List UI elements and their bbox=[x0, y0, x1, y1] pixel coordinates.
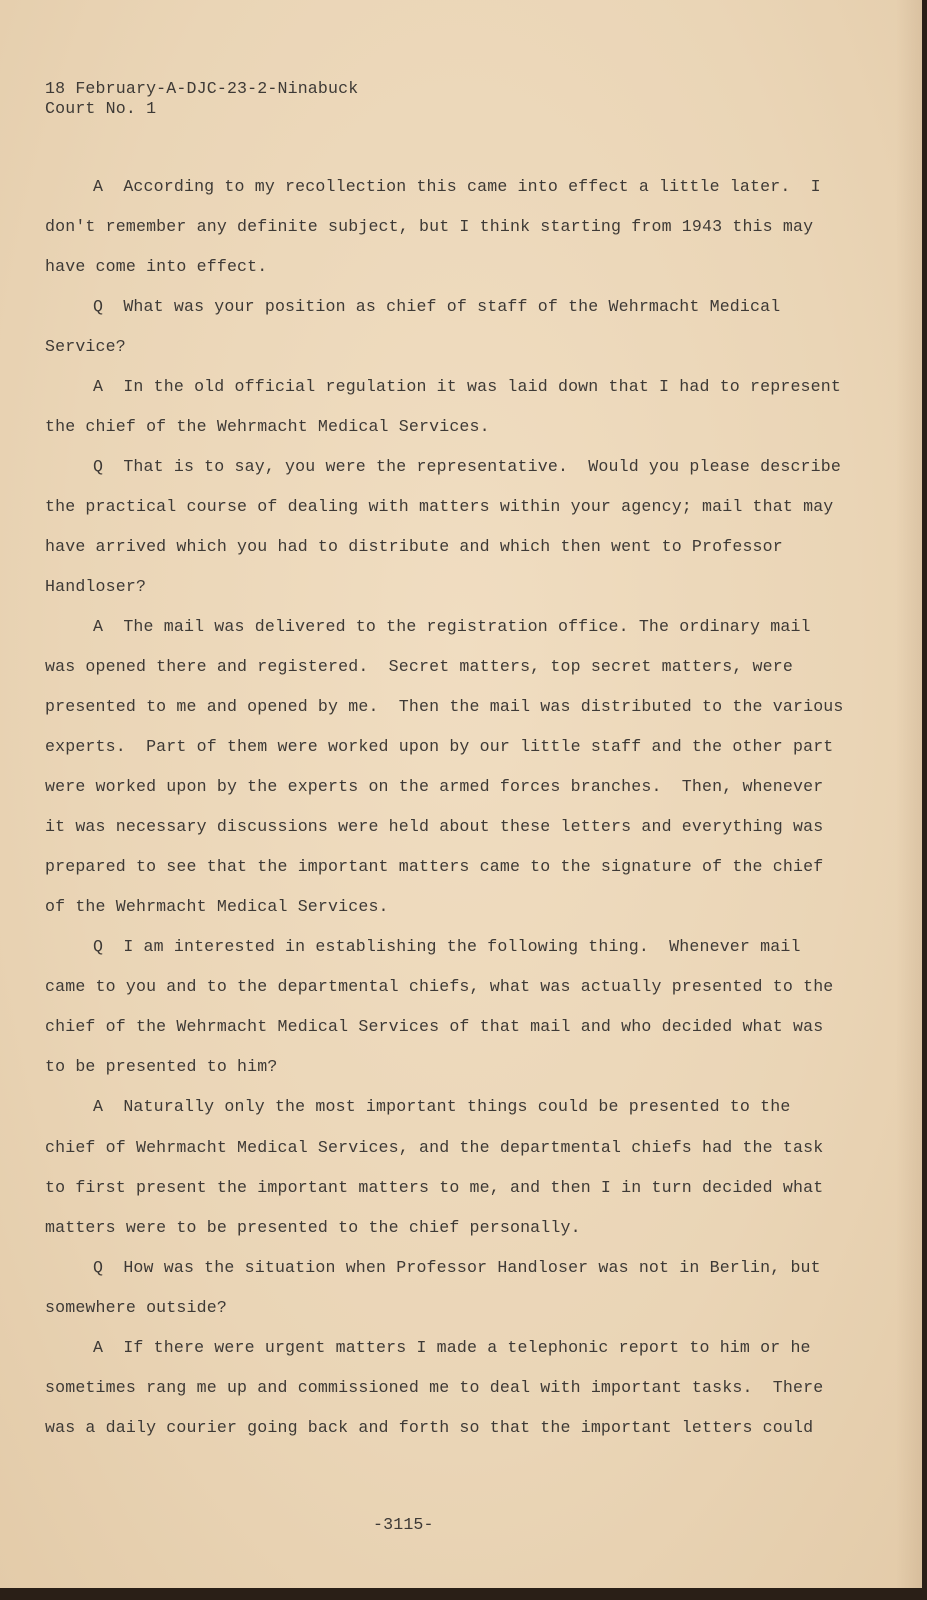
transcript-line: chief of Wehrmacht Medical Services, and the departmental chiefs had the task bbox=[45, 1138, 824, 1157]
transcript-line: of the Wehrmacht Medical Services. bbox=[45, 897, 389, 916]
transcript-line: A Naturally only the most important things could be presented to the bbox=[93, 1097, 791, 1116]
page-edge-shadow bbox=[0, 1588, 927, 1600]
transcript-line: chief of the Wehrmacht Medical Services of that mail and who decided what was bbox=[45, 1017, 824, 1036]
transcript-line: was opened there and registered. Secret matters, top secret matters, were bbox=[45, 657, 793, 676]
transcript-line: Q What was your position as chief of staff of the Wehrmacht Medical bbox=[93, 297, 781, 316]
transcript-line: somewhere outside? bbox=[45, 1298, 227, 1317]
transcript-line: have arrived which you had to distribute and which then went to Professor bbox=[45, 537, 783, 556]
transcript-line: matters were to be presented to the chief personally. bbox=[45, 1218, 581, 1237]
transcript-line: experts. Part of them were worked upon by our little staff and the other part bbox=[45, 737, 834, 756]
transcript-line: don't remember any definite subject, but I think starting from 1943 this may bbox=[45, 217, 814, 236]
transcript-line: were worked upon by the experts on the armed forces branches. Then, whenever bbox=[45, 777, 824, 796]
document-header bbox=[45, 79, 358, 119]
page-number: -3115- bbox=[373, 1515, 434, 1534]
transcript-line: Service? bbox=[45, 337, 126, 356]
transcript-line: it was necessary discussions were held about these letters and everything was bbox=[45, 817, 824, 836]
transcript-line: Q I am interested in establishing the following thing. Whenever mail bbox=[93, 937, 801, 956]
transcript-line: have come into effect. bbox=[45, 257, 268, 276]
transcript-line: A In the old official regulation it was laid down that I had to represent bbox=[93, 377, 841, 396]
transcript-line: A According to my recollection this came into effect a little later. I bbox=[93, 177, 821, 196]
transcript-line: the practical course of dealing with matters within your agency; mail that may bbox=[45, 497, 834, 516]
header-reference: 18 February-A-DJC-23-2-Ninabuck bbox=[45, 79, 359, 98]
header-court: Court No. 1 bbox=[45, 99, 157, 118]
transcript-line: to be presented to him? bbox=[45, 1057, 278, 1076]
transcript-line: presented to me and opened by me. Then the mail was distributed to the various bbox=[45, 697, 844, 716]
transcript-line: was a daily courier going back and forth so that the important letters could bbox=[45, 1418, 814, 1437]
transcript-line: sometimes rang me up and commissioned me to deal with important tasks. There bbox=[45, 1378, 824, 1397]
transcript-line: Q How was the situation when Professor Handloser was not in Berlin, but bbox=[93, 1258, 821, 1277]
transcript-line: to first present the important matters to me, and then I in turn decided what bbox=[45, 1178, 824, 1197]
transcript-line: Q That is to say, you were the representative. Would you please describe bbox=[93, 457, 841, 476]
transcript-line: A If there were urgent matters I made a telephonic report to him or he bbox=[93, 1338, 811, 1357]
transcript-line: the chief of the Wehrmacht Medical Services. bbox=[45, 417, 490, 436]
transcript-line: came to you and to the departmental chiefs, what was actually presented to the bbox=[45, 977, 834, 996]
transcript-line: A The mail was delivered to the registration office. The ordinary mail bbox=[93, 617, 811, 636]
transcript-line: Handloser? bbox=[45, 577, 147, 596]
transcript-line: prepared to see that the important matters came to the signature of the chief bbox=[45, 857, 824, 876]
